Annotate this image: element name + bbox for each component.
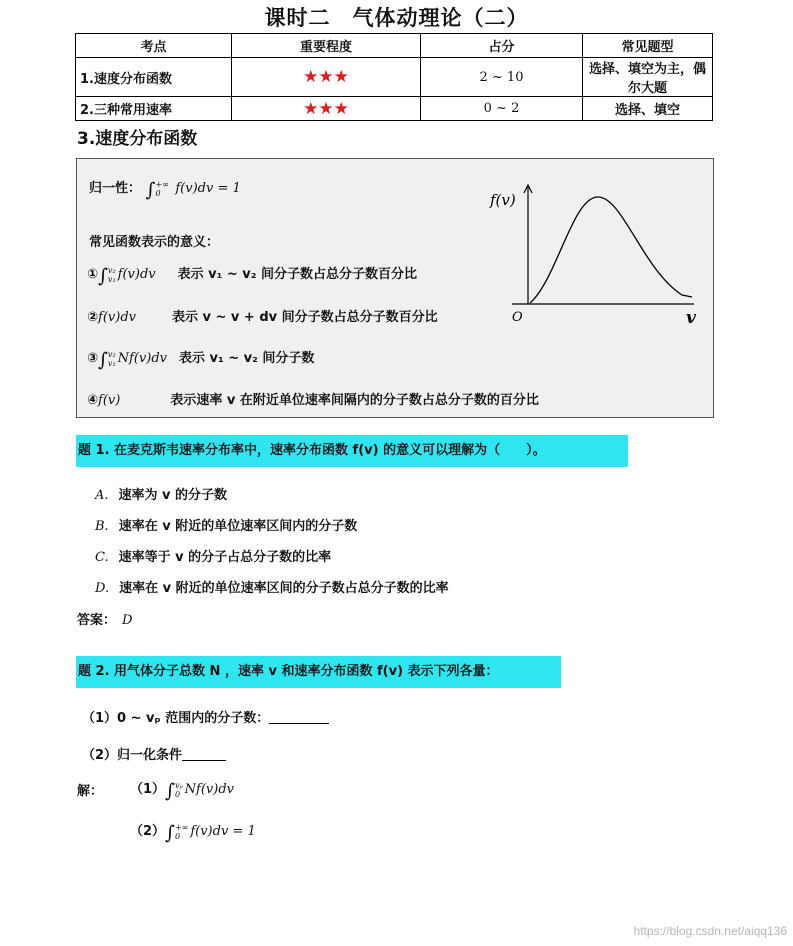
q2-part1 bbox=[82, 707, 329, 726]
answer-label: 答案： bbox=[77, 613, 117, 628]
meaning-item-1 bbox=[87, 263, 417, 287]
option-key: C. bbox=[95, 550, 109, 565]
row-importance bbox=[232, 58, 421, 97]
item-marker: ② bbox=[87, 310, 99, 325]
item-marker: ① bbox=[87, 267, 99, 282]
header-topic: 考点 bbox=[76, 34, 232, 58]
item-formula: f(v)dv bbox=[117, 267, 156, 282]
normalization-label: 归一性： bbox=[89, 181, 142, 196]
star-rating: ★★★ bbox=[303, 98, 349, 119]
answer-blank bbox=[182, 746, 226, 761]
meaning-heading: 常见函数表示的意义： bbox=[89, 235, 220, 250]
option-c bbox=[95, 546, 331, 565]
solution-2 bbox=[130, 820, 256, 844]
row-types: 选择、填空为主，偶尔大题 bbox=[583, 58, 713, 97]
integral-lower: 0 bbox=[174, 831, 181, 841]
page-title: 课时二 气体动理论（二） bbox=[264, 6, 529, 30]
normalization-line bbox=[89, 177, 241, 201]
answer-value: D bbox=[122, 613, 133, 628]
question-2-prompt: 题 2. 用气体分子总数 N ，速率 v 和速率分布函数 f(v) 表示下列各量： bbox=[76, 656, 561, 688]
maxwell-curve bbox=[530, 197, 692, 303]
table-row bbox=[76, 97, 713, 121]
row-topic: 2.三种常用速率 bbox=[76, 97, 232, 121]
item-formula: f(v) bbox=[98, 393, 121, 408]
q2-part2 bbox=[82, 744, 226, 763]
q2-part2-text: （2）归一化条件 bbox=[82, 748, 183, 763]
integral-upper: v₂ bbox=[107, 265, 116, 275]
item-marker: ④ bbox=[87, 393, 99, 408]
integral-lower: v₁ bbox=[107, 274, 116, 284]
row-topic: 1.速度分布函数 bbox=[76, 58, 232, 97]
integral-lower: 0 bbox=[174, 789, 181, 799]
section-heading: 3.速度分布函数 bbox=[77, 129, 198, 149]
item-text: 表示 v ~ v + dv 间分子数占总分子数百分比 bbox=[171, 310, 438, 325]
option-text: 速率在 v 附近的单位速率区间的分子数占总分子数的比率 bbox=[119, 581, 449, 596]
integral-upper: +∞ bbox=[174, 822, 189, 832]
x-axis-label: v bbox=[686, 308, 696, 328]
normalization-formula: f(v)dv = 1 bbox=[175, 181, 241, 196]
table-header-row bbox=[76, 34, 713, 58]
integral-sign: ∫ bbox=[98, 265, 108, 287]
option-key: D. bbox=[95, 581, 110, 596]
option-d bbox=[95, 577, 449, 596]
solution-marker: （2） bbox=[130, 824, 166, 839]
integral-sign: ∫ bbox=[98, 349, 108, 371]
integral-lower: v₁ bbox=[107, 358, 116, 368]
concept-box bbox=[76, 158, 714, 418]
solution-marker: （1） bbox=[130, 782, 166, 797]
watermark: https://blog.csdn.net/aiqq136 bbox=[633, 924, 787, 938]
origin-label: O bbox=[512, 310, 523, 325]
item-text: 表示 v₁ ~ v₂ 间分子数占总分子数百分比 bbox=[177, 267, 417, 282]
row-score: 2 ~ 10 bbox=[421, 58, 583, 97]
integral-upper: v₂ bbox=[107, 349, 116, 359]
solution-formula: f(v)dv = 1 bbox=[190, 824, 256, 839]
y-axis-label: f(v) bbox=[490, 191, 516, 209]
option-text: 速率等于 v 的分子占总分子数的比率 bbox=[118, 550, 332, 565]
topics-table bbox=[75, 33, 713, 121]
option-key: B. bbox=[95, 519, 109, 534]
integral-upper: +∞ bbox=[155, 179, 169, 189]
solution-1 bbox=[130, 778, 234, 802]
solution-label: 解： bbox=[77, 784, 104, 799]
option-a bbox=[95, 484, 227, 503]
item-text: 表示 v₁ ~ v₂ 间分子数 bbox=[179, 351, 315, 366]
item-text: 表示速率 v 在附近单位速率间隔内的分子数占总分子数的百分比 bbox=[170, 393, 539, 408]
header-types: 常见题型 bbox=[583, 34, 713, 58]
meaning-item-4 bbox=[87, 389, 539, 408]
meaning-item-2 bbox=[87, 306, 438, 325]
integral-sign: ∫ bbox=[165, 780, 175, 802]
question-1-prompt: 题 1. 在麦克斯韦速率分布率中，速率分布函数 f(v) 的意义可以理解为（ ）。 bbox=[76, 435, 628, 467]
star-rating: ★★★ bbox=[303, 67, 349, 87]
header-importance: 重要程度 bbox=[232, 34, 421, 58]
header-score: 占分 bbox=[421, 34, 583, 58]
answer-line bbox=[77, 609, 132, 628]
option-key: A. bbox=[95, 488, 109, 503]
item-formula: f(v)dv bbox=[98, 310, 136, 325]
distribution-graph bbox=[482, 179, 702, 329]
item-marker: ③ bbox=[87, 351, 99, 366]
option-text: 速率为 v 的分子数 bbox=[118, 488, 228, 503]
answer-blank bbox=[269, 709, 329, 724]
row-importance bbox=[232, 97, 421, 121]
integral-sign: ∫ bbox=[145, 179, 156, 201]
integral-sign: ∫ bbox=[165, 822, 175, 844]
row-types: 选择、填空 bbox=[583, 97, 713, 121]
meaning-item-3 bbox=[87, 347, 314, 371]
integral-lower: 0 bbox=[155, 188, 161, 198]
option-b bbox=[95, 515, 357, 534]
row-score: 0 ~ 2 bbox=[421, 97, 583, 121]
integral-upper: vₚ bbox=[174, 780, 183, 790]
table-row bbox=[76, 58, 713, 97]
item-formula: Nf(v)dv bbox=[117, 351, 167, 366]
q2-part1-text: （1）0 ~ vₚ 范围内的分子数： bbox=[82, 711, 270, 726]
solution-formula: Nf(v)dv bbox=[184, 782, 235, 797]
option-text: 速率在 v 附近的单位速率区间内的分子数 bbox=[118, 519, 358, 534]
